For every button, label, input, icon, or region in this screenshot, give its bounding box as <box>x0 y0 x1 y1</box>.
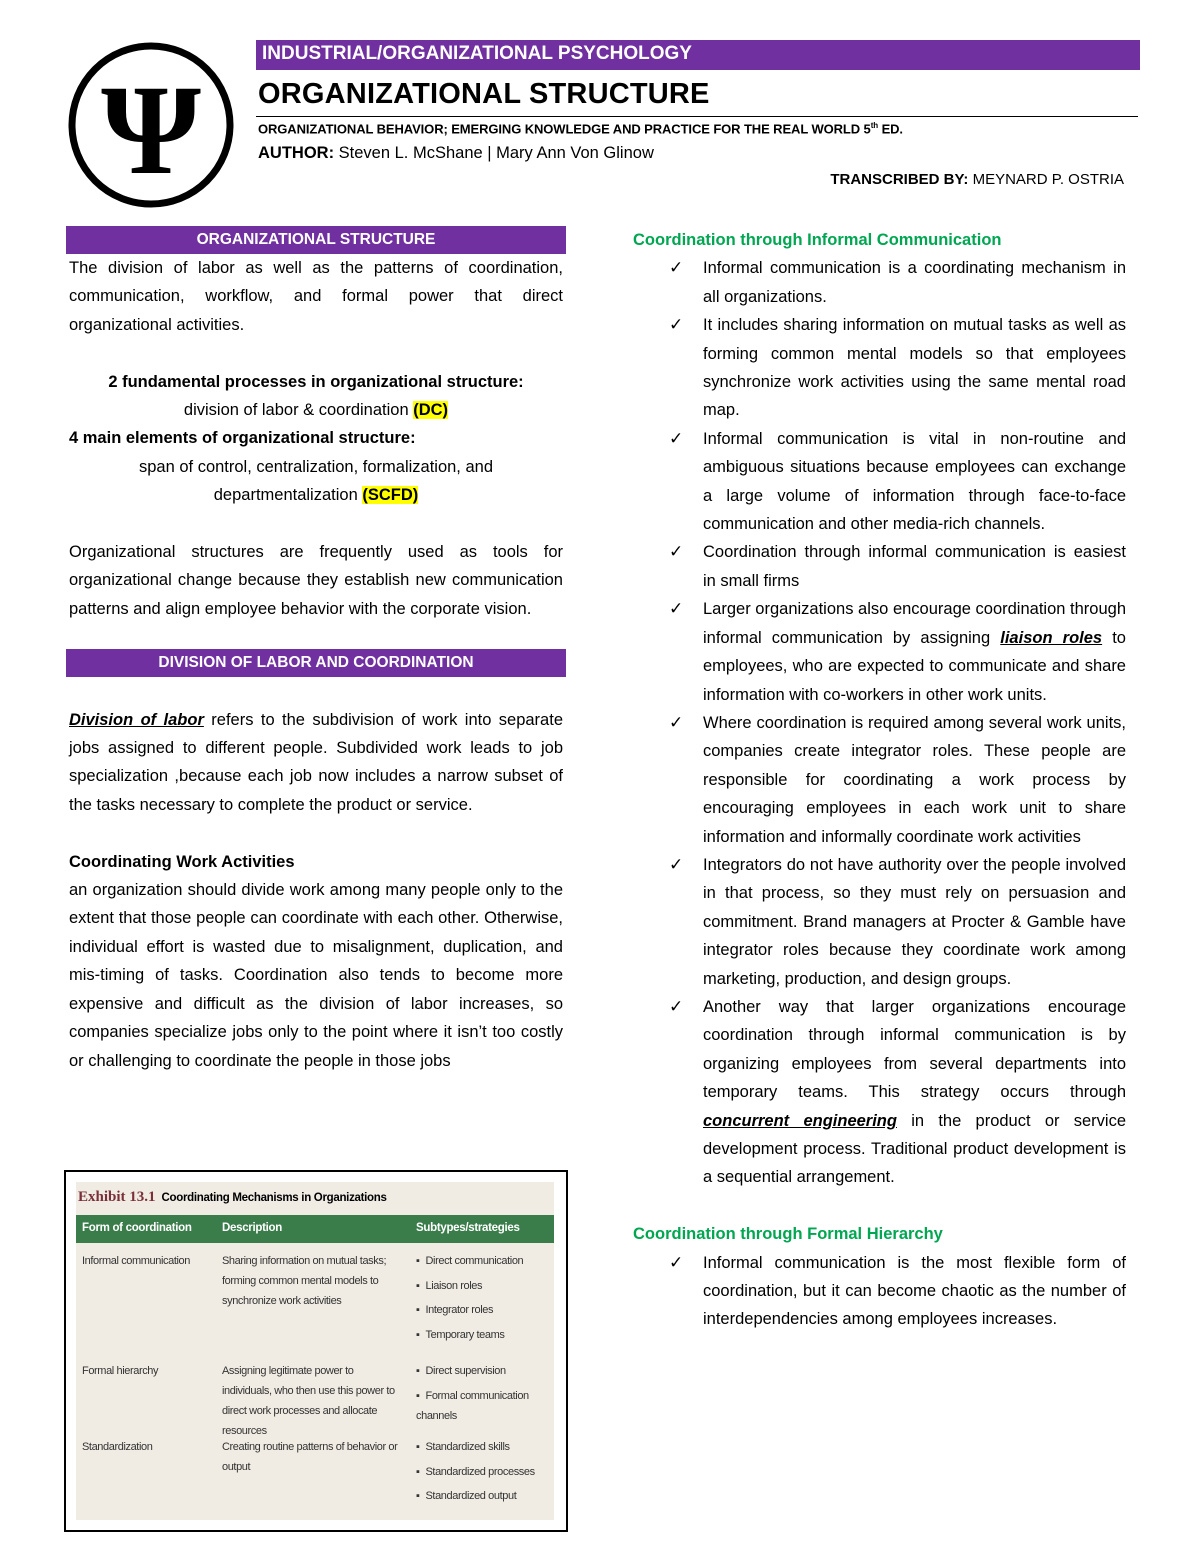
right-column <box>633 226 1126 1334</box>
check-icon: ✓ <box>669 542 684 562</box>
fundamental-processes-heading: 2 fundamental processes in organizational structure: <box>108 372 524 391</box>
division-of-labor-paragraph: Division of labor refers to the subdivision of work into separate jobs assigned to different people. Subdivided work leads to job specialization ,because each job now includes a narrow subset of the tasks necessary to complete the product or service. <box>69 710 563 814</box>
list-item: ✓ Coordination through informal communication is easiest in small firms <box>633 538 1126 595</box>
subject-title: INDUSTRIAL/ORGANIZATIONAL PSYCHOLOGY <box>262 43 692 64</box>
author-line: AUTHOR: Steven L. McShane | Mary Ann Von Glinow <box>258 144 654 162</box>
exhibit-col-subtypes: Subtypes/strategies <box>416 1222 520 1234</box>
organizational-change-paragraph: Organizational structures are frequently used as tools for organizational change because they establish new communication patterns and align employee behavior with the corporate vision. <box>69 543 563 618</box>
section-heading-division-of-labor: DIVISION OF LABOR AND COORDINATION <box>66 649 566 677</box>
check-icon: ✓ <box>669 599 684 619</box>
main-elements-heading: 4 main elements of organizational structure: <box>69 429 416 448</box>
psi-symbol: Ψ <box>101 59 201 201</box>
check-icon: ✓ <box>669 428 684 448</box>
exhibit-title: Exhibit 13.1 Coordinating Mechanisms in Organizations <box>78 1189 387 1205</box>
left-column <box>66 226 566 1075</box>
structure-definition: The division of labor as well as the patterns of coordination, communication, workflow, and formal power that direct organizational activities. <box>69 259 563 334</box>
list-item: ✓ Where coordination is required among several work units, companies create integrator roles. These people are responsible for coordinating a work process by encouraging employees in each work unit to share information and informally coordinate work activities <box>633 709 1126 851</box>
list-item: ✓ Informal communication is the most flexible form of coordination, but it can become chaotic as the number of interdependencies among employees increases. <box>633 1249 1126 1334</box>
informal-communication-heading: Coordination through Informal Communication <box>633 231 1002 249</box>
check-icon: ✓ <box>669 854 684 874</box>
book-reference: ORGANIZATIONAL BEHAVIOR; EMERGING KNOWLEDGE AND PRACTICE FOR THE REAL WORLD 5th ED. <box>258 121 903 137</box>
list-item: ✓ Informal communication is vital in non-routine and ambiguous situations because employees can exchange a large volume of information through face-to-face communication and other media-rich channels. <box>633 425 1126 539</box>
fundamental-processes: division of labor & coordination (DC) <box>183 401 449 420</box>
main-elements: span of control, centralization, formalization, and departmentalization (SCFD) <box>138 457 494 505</box>
list-item: ✓ It includes sharing information on mutual tasks as well as forming common mental models so that employees synchronize work activities using the same mental road map. <box>633 311 1126 425</box>
list-item: ✓ Another way that larger organizations encourage coordination through informal communication is by organizing employees from several departments into temporary teams. This strategy occurs through concurrent engineering in the product or service development process. Traditional product development is a sequential arrangement. <box>633 993 1126 1192</box>
list-item: ✓ Integrators do not have authority over the people involved in that process, so they must rely on persuasion and commitment. Brand managers at Procter & Gamble have integrator roles because they coordinate work among marketing, production, and design groups. <box>633 851 1126 993</box>
liaison-roles-term: liaison roles <box>1000 628 1103 647</box>
dc-highlight: (DC) <box>413 401 449 420</box>
exhibit-col-description: Description <box>222 1222 282 1234</box>
concurrent-engineering-term: concurrent engineering <box>703 1111 897 1130</box>
exhibit-figure: Exhibit 13.1 Coordinating Mechanisms in Organizations Form of coordination Description Subtypes/strategies Informal communication Sharing information on mutual tasks; forming common mental models to synchronize work activities ▪ Direct communication ▪ Liaison roles ▪ Integrator roles ▪ Temporary teams Formal hierarchy Assigning legitimate power to individuals, who then use this power to direct work processes and allocate resources ▪ Direct supervision ▪ Formal communication channels Standardization Creating routine patterns of behavior or output ▪ Standardized skills ▪ Standardized processes ▪ Standardized output <box>64 1170 568 1532</box>
list-item: ✓ Larger organizations also encourage coordination through informal communication by assigning liaison roles to employees, who are expected to communicate and share information with co-workers in other work units. <box>633 595 1126 709</box>
check-icon: ✓ <box>669 996 684 1016</box>
check-icon: ✓ <box>669 258 684 278</box>
scfd-highlight: (SCFD) <box>362 486 419 505</box>
psi-logo <box>68 42 234 208</box>
document-title: ORGANIZATIONAL STRUCTURE <box>258 78 710 110</box>
exhibit-table-header <box>76 1215 554 1243</box>
coordinating-work-paragraph: an organization should divide work among many people only to the extent that those people can coordinate with each other. Otherwise, individual effort is wasted due to misalignment, duplication, and mis-timing of tasks. Coordination also tends to become more expensive and difficult as the division of labor increases, so companies specialize jobs only to the point where it isn’t too costly or challenging to coordinate the people in those jobs <box>69 881 563 1070</box>
formal-hierarchy-list <box>633 1249 1126 1334</box>
check-icon: ✓ <box>669 712 684 732</box>
title-divider <box>256 116 1138 117</box>
check-icon: ✓ <box>669 1252 684 1272</box>
check-icon: ✓ <box>669 315 684 335</box>
section-heading-organizational-structure: ORGANIZATIONAL STRUCTURE <box>66 226 566 254</box>
transcriber-line: TRANSCRIBED BY: MEYNARD P. OSTRIA <box>830 171 1124 188</box>
formal-hierarchy-heading: Coordination through Formal Hierarchy <box>633 1225 943 1244</box>
coordinating-work-heading: Coordinating Work Activities <box>69 852 295 871</box>
informal-communication-list <box>633 254 1126 1191</box>
exhibit-col-form: Form of coordination <box>82 1222 192 1234</box>
list-item: ✓ Informal communication is a coordinating mechanism in all organizations. <box>633 254 1126 311</box>
